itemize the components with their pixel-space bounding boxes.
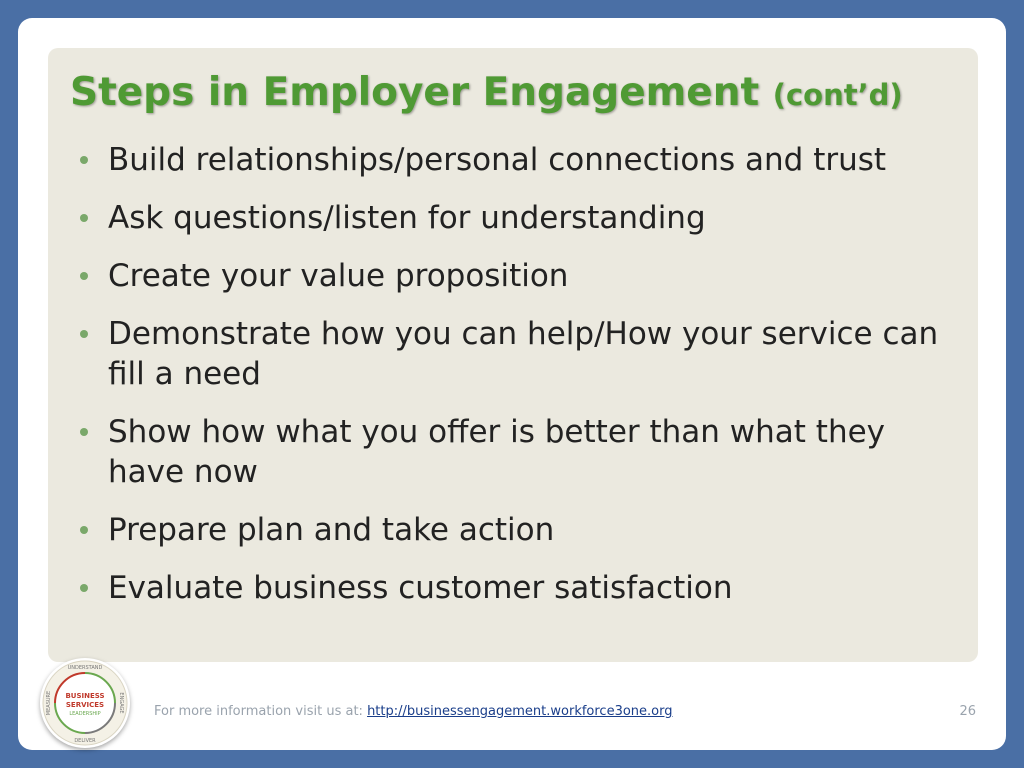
bullet-list	[80, 140, 960, 626]
footer-text: For more information visit us at:	[154, 704, 363, 719]
bullet-text: Demonstrate how you can help/How your service can fill a need	[108, 316, 939, 392]
bullet-item	[80, 510, 960, 550]
slide-title-suffix: (cont’d)	[772, 78, 903, 112]
bullet-icon	[80, 526, 88, 534]
bullet-icon	[80, 584, 88, 592]
logo-line-3: LEADERSHIP	[69, 711, 101, 717]
bullet-text: Evaluate business customer satisfaction	[108, 570, 733, 606]
bullet-text: Ask questions/listen for understanding	[108, 200, 706, 236]
content-panel	[48, 48, 978, 662]
bullet-text: Show how what you offer is better than what they have now	[108, 414, 886, 490]
bullet-item	[80, 568, 960, 608]
business-services-leadership-logo	[40, 658, 130, 748]
bullet-item	[80, 256, 960, 296]
bullet-item	[80, 314, 960, 394]
logo-ring-word-top: UNDERSTAND	[67, 665, 103, 671]
footer-link[interactable]: http://businessengagement.workforce3one.org	[367, 704, 673, 719]
footer	[154, 704, 673, 719]
bullet-item	[80, 140, 960, 180]
logo-line-2: SERVICES	[65, 701, 105, 709]
bullet-icon	[80, 330, 88, 338]
bullet-icon	[80, 214, 88, 222]
bullet-item	[80, 412, 960, 492]
slide-title-main: Steps in Employer Engagement	[70, 70, 760, 115]
logo-ring-word-right: ENGAGE	[118, 692, 124, 714]
bullet-text: Prepare plan and take action	[108, 512, 555, 548]
bullet-text: Build relationships/personal connections and trust	[108, 142, 887, 178]
logo-ring-word-left: MEASURE	[46, 690, 52, 716]
page-number: 26	[959, 704, 976, 719]
logo-ring-word-bottom: DELIVER	[74, 738, 96, 744]
bullet-icon	[80, 428, 88, 436]
bullet-item	[80, 198, 960, 238]
slide	[18, 18, 1006, 750]
slide-title	[70, 70, 903, 115]
bullet-icon	[80, 156, 88, 164]
logo-line-1: BUSINESS	[65, 692, 105, 700]
bullet-icon	[80, 272, 88, 280]
bullet-text: Create your value proposition	[108, 258, 569, 294]
logo-seal-icon	[40, 658, 130, 748]
